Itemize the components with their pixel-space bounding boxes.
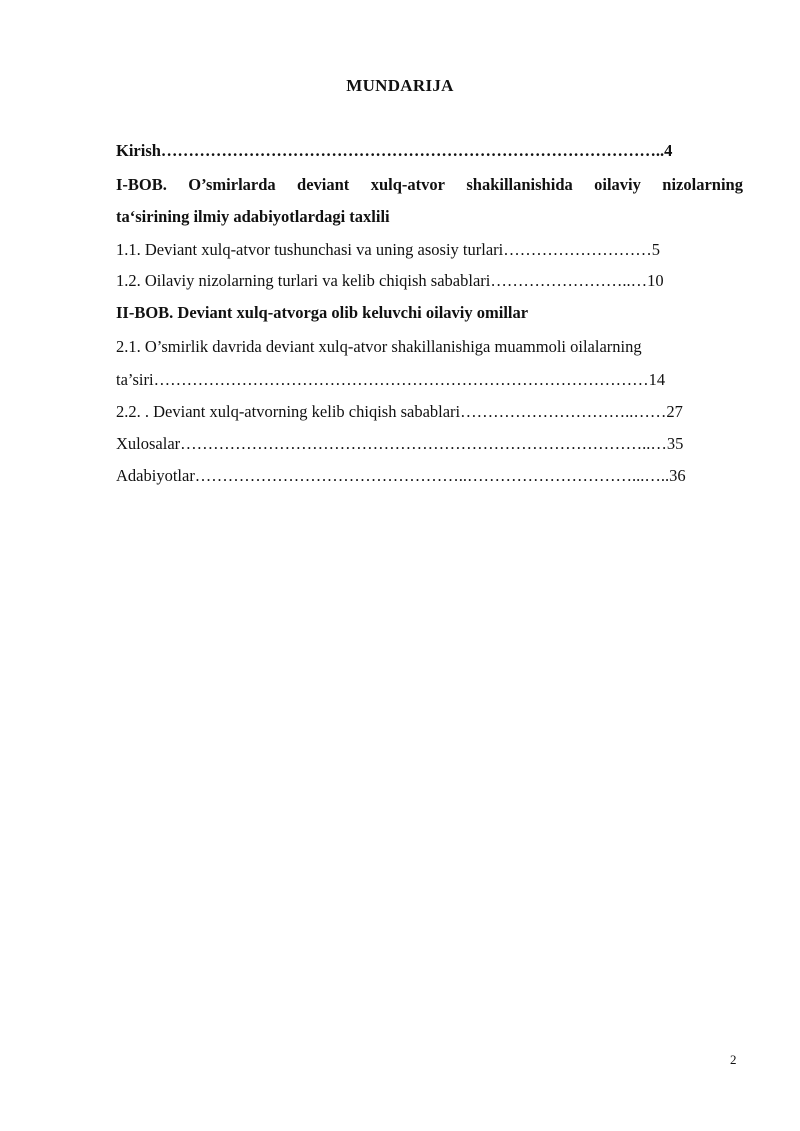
toc-word: oilaviy: [594, 175, 641, 194]
toc-entry-section-2-2: 2.2. . Deviant xulq-atvorning kelib chiqish sabablari…………………………..……27: [116, 402, 683, 421]
toc-entry-chapter-2: II-BOB. Deviant xulq-atvorga olib keluvchi oilaviy omillar: [116, 303, 529, 322]
toc-entry-section-2-1-line-1: 2.1. O’smirlik davrida deviant xulq-atvor shakillanishiga muammoli oilalarning: [116, 337, 642, 356]
toc-word: deviant: [297, 175, 350, 194]
toc-entry-section-1-2: 1.2. Oilaviy nizolarning turlari va kelib chiqish sabablari……………………..…10: [116, 271, 664, 290]
toc-entry-section-2-1-line-2: ta’siri………………………………………………………………………………14: [116, 370, 666, 389]
toc-entry-xulosalar: Xulosalar…………………………………………………………………………..…35: [116, 434, 684, 453]
page-number: 2: [730, 1052, 737, 1067]
toc-entry-chapter-1-line-1: [116, 174, 743, 196]
toc-entry-kirish: Kirish………………………………………………………………………………..4: [116, 141, 673, 160]
page-title: MUNDARIJA: [346, 76, 454, 95]
toc-entry-section-1-1: 1.1. Deviant xulq-atvor tushunchasi va uning asosiy turlari………………………5: [116, 240, 660, 259]
toc-entry-adabiyotlar: Adabiyotlar…………………………………………..…………………………...…..36: [116, 466, 686, 485]
toc-word: nizolarning: [662, 175, 743, 194]
toc-entry-chapter-1-line-2: ta‘sirining ilmiy adabiyotlardagi taxlili: [116, 207, 390, 226]
toc-word: O’smirlarda: [188, 175, 276, 194]
toc-word: shakillanishida: [466, 175, 573, 194]
toc-word: xulq-atvor: [370, 175, 445, 194]
toc-word: I-BOB.: [116, 175, 167, 194]
